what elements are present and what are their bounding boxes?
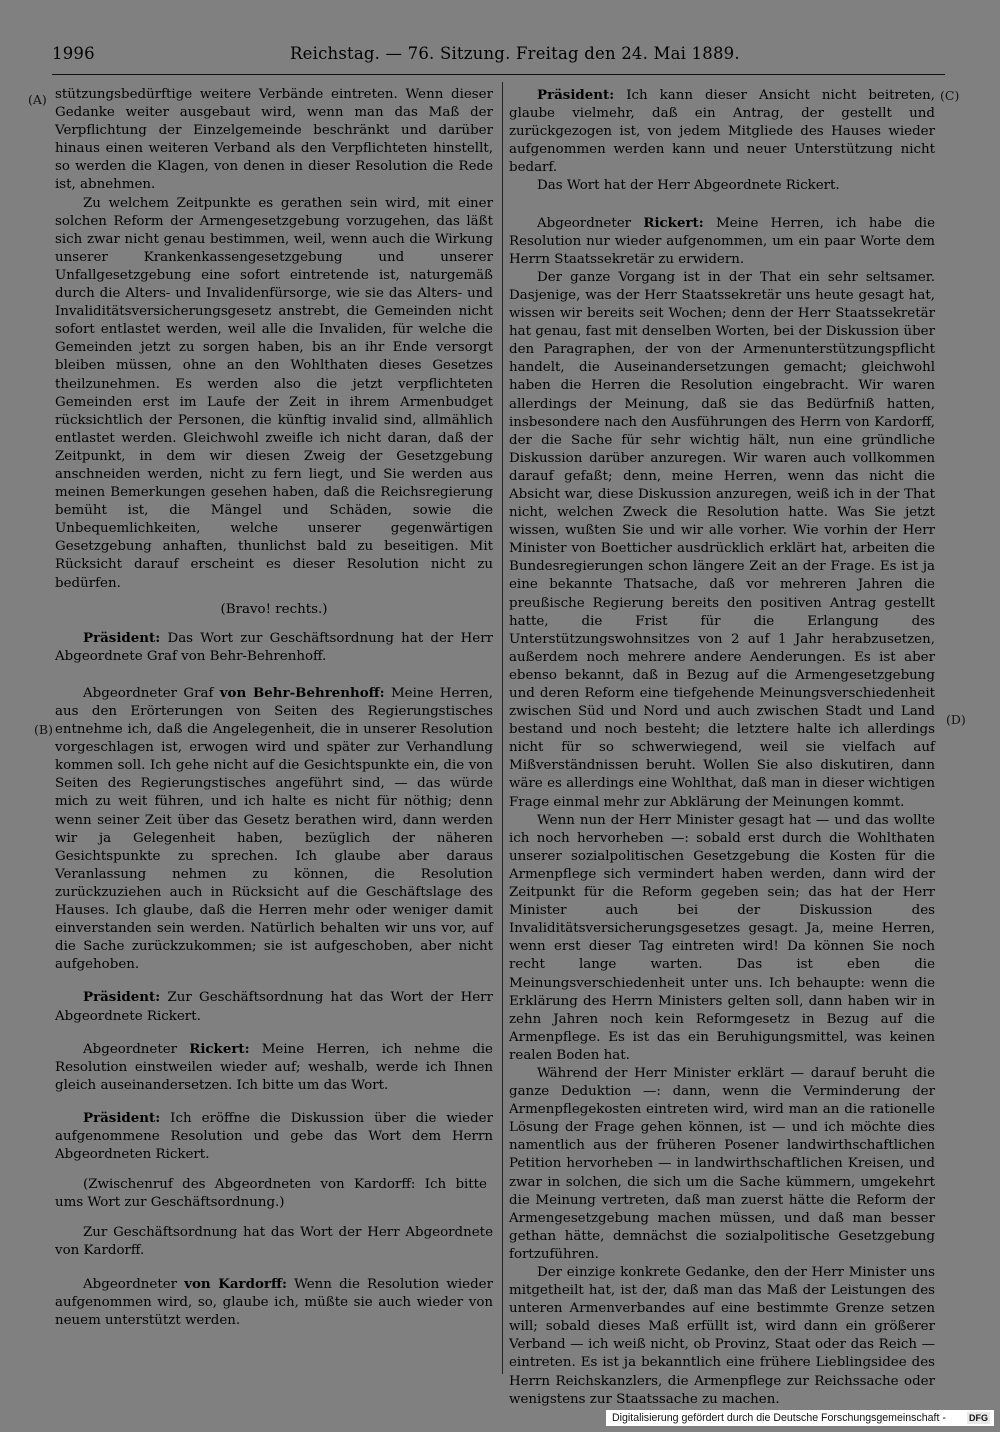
header-rule	[52, 74, 945, 75]
speech-paragraph	[509, 214, 935, 269]
paragraph: Während der Herr Minister erklärt — darauf beruht die ganze Deduktion —: dann, wenn die Verminderung der Armenpflegekosten eintreten wird, wird man an die rationelle Lösung der Frage gehen können, ist — und ich möchte dies namentlich aus der früheren Posener landwirthschaftlichen Petition hervorheben — in landwirthschaftlichen Kreisen, und zwar in solchen, die sich um die Sache kümmern, umgekehrt die Meinung vertreten, daß man zuerst hätte die Reform der Armengesetzgebung machen müssen, und daß man besser gethan hätte, demnächst die sozialpolitische Gesetzgebung fortzuführen.	[509, 1065, 935, 1262]
speech-text: Wenn die Resolution wieder aufgenommen wird, so, glaube ich, müßte sie auch wieder von neuem unterstützt werden.	[55, 1276, 493, 1328]
right-column	[509, 86, 935, 1409]
paragraph: Zur Geschäftsordnung hat das Wort der Herr Abgeordnete von Kardorff.	[55, 1225, 493, 1259]
speech-text: Meine Herren, aus den Erörterungen von Seiten des Regierungstisches entnehme ich, daß die Angelegenheit, die in unserer Resolution vorgeschlagen ist, erwogen wird und später zur Verhandlung kommen soll. Ich gehe nicht auf die Gesichtspunkte ein, die von Seiten des Regierungstisches angeführt sind, — das würde mich zu weit führen, und ich halte es nicht für nöthig; denn wenn seiner Zeit über das Gesetz berathen wird, dann werden wir ja Gelegenheit haben, bezüglich der näheren Gesichtspunkte zu sprechen. Ich glaube aber daraus Veranlassung nehmen zu können, die Resolution zurückzuziehen auch in Rücksicht auf die Geschäftslage des Hauses. Ich glaube, daß die Herren mehr oder weniger damit einverstanden sein werden. Natürlich behalten wir uns vor, auf die Sache zurückzukommen; sie ist aufgeschoben, aber nicht aufgehoben.	[55, 685, 493, 973]
speech-paragraph	[509, 86, 935, 177]
running-title: Reichstag. — 76. Sitzung. Freitag den 24. Mai 1889.	[290, 44, 740, 63]
speech-text: Ich eröffne die Diskussion über die wieder aufgenommene Resolution und gebe das Wort dem Herrn Abgeordneten Rickert.	[55, 1110, 493, 1163]
margin-mark-a: (A)	[28, 92, 47, 107]
paragraph: Der einzige konkrete Gedanke, den der Herr Minister uns mitgetheilt hat, ist der, daß man das Maß der Leistungen des unteren Armenverbandes auf eine bestimmte Grenze setzen will; sobald dieses Maß erfüllt ist, wird dann ein größerer Verband — ich weiß nicht, ob Provinz, Staat oder das Reich — eintreten. Es ist ja bekanntlich eine frühere Lieblingsidee des Herrn Reichskanzlers, die Armenpflege zur Reichssache oder wenigstens zur Staatssache zu machen.	[509, 1265, 935, 1407]
dfg-logo: DFG	[969, 1413, 988, 1423]
speaker-name: Präsident:	[537, 87, 615, 103]
speaker-intro: Abgeordneter Graf	[83, 685, 220, 701]
speech-paragraph	[55, 1040, 493, 1095]
speech-text: Meine Herren, ich nehme die Resolution einstweilen wieder auf; weshalb, werde ich Ihnen gleich auseinandersetzen. Ich bitte um das Wort.	[55, 1041, 493, 1093]
interjection: (Zwischenruf des Abgeordneten von Kardorff: Ich bitte ums Wort zur Geschäftsordnung.)	[55, 1177, 487, 1211]
speaker-name: Rickert:	[189, 1040, 250, 1057]
speech-paragraph	[55, 684, 493, 975]
credit-text: Digitalisierung gefördert durch die Deutsche Forschungsgemeinschaft -	[612, 1412, 946, 1424]
speaker-name: Präsident:	[83, 1109, 161, 1126]
speech-text: Das Wort zur Geschäftsordnung hat der Herr Abgeordnete Graf von Behr-Behrenhoff.	[55, 630, 493, 664]
paragraph: Das Wort hat der Herr Abgeordnete Rickert.	[537, 178, 840, 194]
speaker-name: von Kardorff:	[184, 1275, 287, 1292]
interjection: (Bravo! rechts.)	[220, 601, 328, 617]
paragraph: Der ganze Vorgang ist in der That ein sehr seltsamer. Dasjenige, was der Herr Staatssekretär uns heute gesagt hat, wissen wir bereits seit Wochen; denn der Herr Staatssekretär hat genau, fast mit denselben Worten, bei der Diskussion über den Paragraphen, der von der Armenunterstützungspflicht handelt, die Auseinandersetzungen gemacht; gleichwohl haben die Herren die Resolution eingebracht. Wir waren allerdings der Meinung, daß sie das Bedürfniß hatten, insbesondere nach den Ausführungen des Herrn von Kardorff, der die Sache für sehr wichtig hält, nun eine gründliche Diskussion darüber anzuregen. Wir waren auch vollkommen darauf gefaßt; denn, meine Herren, wenn das nicht die Absicht war, diese Diskussion anzuregen, weiß ich in der That nicht, welchen Zweck die Resolution hatte. Was Sie jetzt wissen, wußten Sie und wir alle vorher. Wie vorhin der Herr Minister von Boetticher ausdrücklich erklärt hat, arbeiten die Bundesregierungen schon längere Zeit an der Frage. Es ist ja eine bekannte Thatsache, daß vor mehreren Jahren die preußische Regierung bereits den positiven Antrag gestellt hatte, die Frist für die Erlangung des Unterstützungswohnsitzes von 2 auf 1 Jahr herabzusetzen, außerdem noch mehrere andere Aenderungen. Es ist aber ebenso bekannt, daß in Bezug auf die Armengesetzgebung und deren Reform eine tiefgehende Meinungsverschiedenheit zwischen Süd und Nord und auch zwischen Stadt und Land bestand und noch besteht; die letztere halte ich allerdings nicht für so schwerwiegend, weil sie vielfach auf Mißverständnissen beruht. Wollen Sie also diskutiren, dann wäre es allerdings eine Wohlthat, daß man in dieser wichtigen Frage einmal mehr zur Abklärung der Meinungen kommt.	[509, 269, 935, 810]
margin-mark-d: (D)	[946, 712, 966, 727]
column-divider	[502, 82, 503, 1374]
running-header	[52, 44, 945, 72]
speaker-intro: Abgeordneter	[537, 215, 644, 231]
speaker-name: Präsident:	[83, 629, 161, 646]
margin-mark-b: (B)	[34, 722, 53, 737]
speech-paragraph	[55, 1275, 493, 1330]
paragraph: Zu welchem Zeitpunkte es gerathen sein wird, mit einer solchen Reform der Armengesetzgebung vorzugehen, das läßt sich zwar nicht genau bestimmen, weil, wenn auch die Wirkung unserer Krankenkassengesetzgebung und unserer Unfallgesetzgebung eine sofort eintretende ist, naturgemäß durch die Alters- und Invalidenfürsorge, wie sie das Alters- und Invaliditätsversicherungsgesetz anstrebt, die Gemeinden nicht sofort entlastet werden, weil alle die Invaliden, für welche die Gemeinden jetzt zu sorgen haben, bis an ihr Ende versorgt bleiben müssen, ohne an den Wohlthaten dieses Gesetzes theilzunehmen. Es werden also die jetzt verpflichteten Gemeinden erst im Laufe der Zeit in ihrem Armenbudget rücksichtlich der Personen, die künftig invalid sind, allmählich entlastet werden. Gleichwohl zweifle ich nicht daran, daß der Zeitpunkt, in dem wir diesen Zweig der Gesetzgebung anschneiden werden, nicht zu fern liegt, und Sie werden aus meinen Bemerkungen gesehen haben, daß die Reichsregierung bemüht ist, die Mängel und Schäden, sowie die Unbequemlichkeiten, welche unserer gegenwärtigen Gesetzgebung anhaften, thunlichst bald zu beseitigen. Mit Rücksicht darauf erscheint es dieser Resolution nicht zu bedürfen.	[55, 195, 493, 591]
speech-paragraph	[55, 629, 493, 666]
speech-paragraph	[55, 1109, 493, 1164]
paragraph: Wenn nun der Herr Minister gesagt hat — und das wollte ich noch hervorheben —: sobald erst durch die Wohlthaten unserer sozialpolitischen Gesetzgebung die Kosten für die Armenpflege sich vermindert haben werden, dann wird der Zeitpunkt für die Reform gegeben sein; das hat der Herr Minister auch bei der Diskussion des Invaliditätsversicherungsgesetzes gesagt. Ja, meine Herren, wenn erst dieser Tag eintreten wird! Da können Sie noch recht lange warten. Das ist eben die Meinungsverschiedenheit unter uns. Ich behaupte: wenn die Erklärung des Herrn Ministers gelten soll, dann haben wir in zehn Jahren noch kein Reformgesetz in Bezug auf die Armenpflege. Es ist das ein Beruhigungsmittel, was keinen realen Boden hat.	[509, 812, 935, 1063]
page-number: 1996	[52, 44, 95, 63]
speaker-name: Präsident:	[83, 989, 161, 1006]
margin-mark-c: (C)	[940, 88, 960, 103]
paragraph: stützungsbedürftige weitere Verbände eintreten. Wenn dieser Gedanke weiter ausgebaut wird, wenn man das Maß der Verpflichtung der Einzelgemeinde beschränkt und darüber hinaus einen weiteren Verband als den Verpflichteten hinstellt, so werden die Klagen, von denen in dieser Resolution die Rede ist, abnehmen.	[55, 87, 493, 193]
speech-paragraph	[55, 988, 493, 1025]
speaker-intro: Abgeordneter	[83, 1041, 190, 1057]
speech-text: Ich kann dieser Ansicht nicht beitreten, glaube vielmehr, daß ein Antrag, der gestellt und zurückgezogen ist, von jedem Mitgliede des Hauses wieder aufgenommen werden kann und neuer Unterstützung nicht bedarf.	[509, 88, 935, 176]
left-column	[55, 86, 493, 1330]
speaker-name: Rickert:	[643, 214, 704, 231]
speech-text: Meine Herren, ich habe die Resolution nur wieder aufgenommen, um ein paar Worte dem Herrn Staatssekretär zu erwidern.	[509, 215, 935, 267]
digitization-credit	[606, 1410, 994, 1426]
speaker-name: von Behr-Behrenhoff:	[219, 684, 385, 701]
speech-text: Zur Geschäftsordnung hat das Wort der Herr Abgeordnete Rickert.	[55, 990, 493, 1024]
speaker-intro: Abgeordneter	[83, 1276, 185, 1292]
